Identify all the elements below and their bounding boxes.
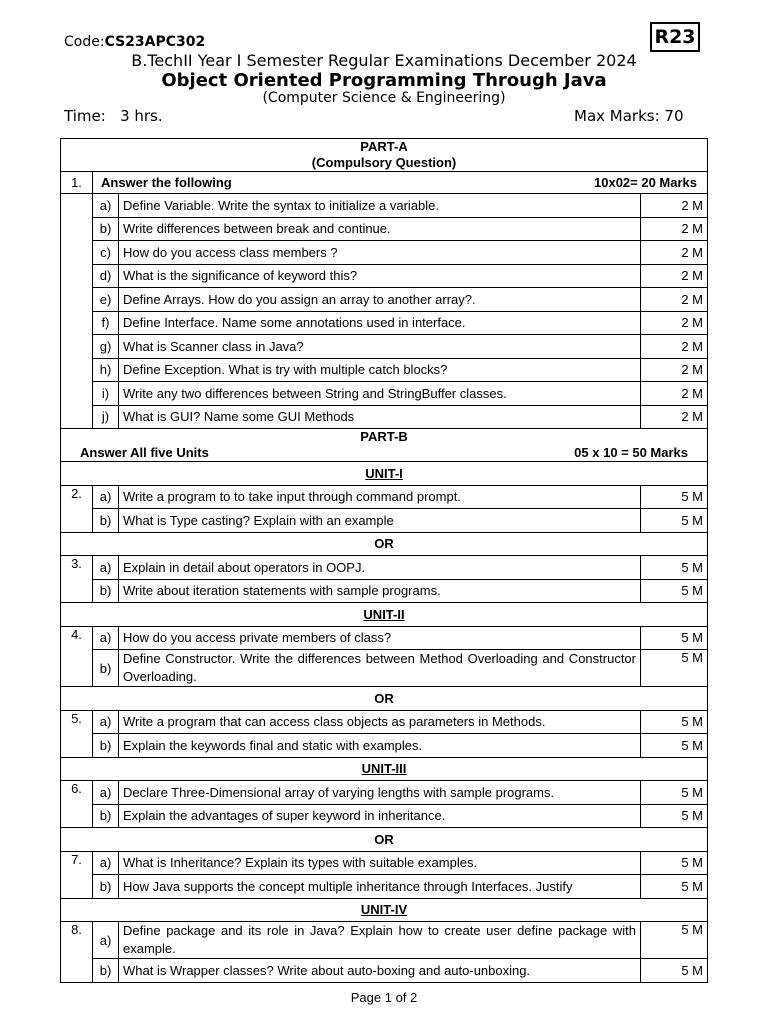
unit-title: UNIT-II: [61, 603, 708, 627]
question-number: 3.: [61, 556, 93, 603]
question-label: a): [93, 710, 119, 734]
question-marks: 2 M: [641, 264, 708, 288]
max-marks: Max Marks: 70: [574, 107, 684, 125]
question-text: Define Exception. What is try with multiple catch blocks?: [119, 358, 641, 382]
question-text: What is Type casting? Explain with an example: [119, 509, 641, 533]
question-text: What is the significance of keyword this?: [119, 264, 641, 288]
question-text: How do you access class members ?: [119, 241, 641, 265]
question-marks: 5 M: [641, 710, 708, 734]
part-a-question-row: [61, 382, 708, 406]
question-label: b): [93, 734, 119, 758]
part-a-question-row: [61, 335, 708, 359]
part-a-question-row: [61, 405, 708, 429]
question-number: 7.: [61, 851, 93, 898]
unit-heading: [61, 603, 708, 627]
question-label: a): [93, 626, 119, 650]
question-label: a): [93, 556, 119, 580]
question-marks: 5 M: [641, 959, 708, 983]
question-text: Define Variable. Write the syntax to initialize a variable.: [119, 194, 641, 218]
part-a-instruction: Answer the following: [101, 175, 232, 190]
question-label: c): [93, 241, 119, 265]
question-marks: 2 M: [641, 241, 708, 265]
part-b-question-row: [61, 851, 708, 875]
or-row: [61, 828, 708, 852]
exam-title: B.TechII Year I Semester Regular Examinations December 2024: [131, 51, 637, 70]
question-text: Define Arrays. How do you assign an array to another array?.: [119, 288, 641, 312]
part-a-question-row: [61, 194, 708, 218]
part-b-header: [61, 429, 708, 462]
part-b-marks-scheme: 05 x 10 = 50 Marks: [574, 445, 689, 460]
question-text: Define Constructor. Write the differences between Method Overloading and Constructor Overloading.: [119, 650, 641, 687]
part-b-question-row: [61, 710, 708, 734]
part-a-instruction-row: [61, 172, 708, 194]
question-label: e): [93, 288, 119, 312]
question-label: a): [93, 922, 119, 959]
part-b-question-row: [61, 922, 708, 959]
question-marks: 2 M: [641, 405, 708, 429]
question-label: f): [93, 311, 119, 335]
paper-code: Code:CS23APC302: [64, 34, 206, 50]
question-marks: 5 M: [641, 804, 708, 828]
question-marks: 2 M: [641, 358, 708, 382]
or-row: [61, 532, 708, 556]
part-b-question-row: [61, 959, 708, 983]
question-label: b): [93, 217, 119, 241]
question-text: Declare Three-Dimensional array of varying lengths with sample programs.: [119, 781, 641, 805]
question-number: 5.: [61, 710, 93, 757]
part-b-question-row: [61, 650, 708, 687]
unit-heading: [61, 898, 708, 922]
part-a-question-row: [61, 217, 708, 241]
part-b-question-row: [61, 485, 708, 509]
question-number: 1.: [61, 172, 93, 194]
page-number: Page 1 of 2: [350, 990, 418, 1005]
question-text: What is Scanner class in Java?: [119, 335, 641, 359]
part-a-header: [61, 139, 708, 172]
part-b-title: PART-B: [360, 429, 408, 444]
question-marks: 2 M: [641, 311, 708, 335]
question-marks: 5 M: [641, 851, 708, 875]
question-marks: 2 M: [641, 382, 708, 406]
question-label: b): [93, 509, 119, 533]
exam-duration: Time: 3 hrs.: [64, 107, 163, 125]
question-text: Write about iteration statements with sample programs.: [119, 579, 641, 603]
question-marks: 5 M: [641, 922, 708, 959]
question-marks: 5 M: [641, 650, 708, 687]
question-marks: 5 M: [641, 509, 708, 533]
question-label: a): [93, 851, 119, 875]
question-label: a): [93, 781, 119, 805]
part-a-question-row: [61, 311, 708, 335]
question-number: 6.: [61, 781, 93, 828]
part-b-question-row: [61, 804, 708, 828]
part-b-question-row: [61, 781, 708, 805]
question-label: g): [93, 335, 119, 359]
question-marks: 2 M: [641, 288, 708, 312]
part-a-subtitle: (Compulsory Question): [311, 155, 457, 170]
unit-heading: [61, 757, 708, 781]
question-marks: 5 M: [641, 579, 708, 603]
question-text: What is GUI? Name some GUI Methods: [119, 405, 641, 429]
part-a-question-row: [61, 288, 708, 312]
question-text: How do you access private members of class?: [119, 626, 641, 650]
question-text: How Java supports the concept multiple inheritance through Interfaces. Justify: [119, 875, 641, 899]
question-text: What is Wrapper classes? Write about auto-boxing and auto-unboxing.: [119, 959, 641, 983]
unit-title: UNIT-IV: [61, 898, 708, 922]
question-label: i): [93, 382, 119, 406]
question-label: b): [93, 959, 119, 983]
question-text: Explain the advantages of super keyword in inheritance.: [119, 804, 641, 828]
question-text: Define package and its role in Java? Explain how to create user define package with example.: [119, 922, 641, 959]
question-text: Write a program that can access class objects as parameters in Methods.: [119, 710, 641, 734]
or-label: OR: [61, 687, 708, 711]
question-label: a): [93, 194, 119, 218]
question-number: 4.: [61, 626, 93, 687]
question-label: d): [93, 264, 119, 288]
subject-title: Object Oriented Programming Through Java: [161, 70, 607, 91]
question-marks: 5 M: [641, 556, 708, 580]
unit-title: UNIT-I: [61, 462, 708, 486]
part-b-question-row: [61, 626, 708, 650]
unit-title: UNIT-III: [61, 757, 708, 781]
or-label: OR: [61, 532, 708, 556]
question-marks: 5 M: [641, 734, 708, 758]
part-b-question-row: [61, 875, 708, 899]
question-label: b): [93, 579, 119, 603]
or-row: [61, 687, 708, 711]
question-marks: 5 M: [641, 781, 708, 805]
part-b-instruction: Answer All five Units: [80, 445, 209, 460]
part-b-question-row: [61, 556, 708, 580]
question-marks: 2 M: [641, 217, 708, 241]
question-text: Write differences between break and continue.: [119, 217, 641, 241]
part-a-marks-scheme: 10x02= 20 Marks: [594, 175, 698, 190]
part-b-question-row: [61, 509, 708, 533]
question-label: b): [93, 650, 119, 687]
question-number: 2.: [61, 485, 93, 532]
question-text: Write a program to to take input through command prompt.: [119, 485, 641, 509]
question-text: Define Interface. Name some annotations used in interface.: [119, 311, 641, 335]
question-marks: 2 M: [641, 335, 708, 359]
question-label: j): [93, 405, 119, 429]
unit-heading: [61, 462, 708, 486]
question-label: b): [93, 804, 119, 828]
question-marks: 5 M: [641, 875, 708, 899]
part-a-question-row: [61, 264, 708, 288]
part-a-question-row: [61, 241, 708, 265]
part-a-question-row: [61, 358, 708, 382]
part-a-title: PART-A: [360, 139, 408, 154]
question-marks: 5 M: [641, 485, 708, 509]
question-label: b): [93, 875, 119, 899]
part-b-question-row: [61, 734, 708, 758]
question-number: 8.: [61, 922, 93, 983]
part-b-question-row: [61, 579, 708, 603]
question-text: Explain in detail about operators in OOPJ.: [119, 556, 641, 580]
regulation-badge: R23: [650, 22, 700, 52]
question-text: What is Inheritance? Explain its types with suitable examples.: [119, 851, 641, 875]
branch-name: (Computer Science & Engineering): [262, 90, 506, 106]
question-label: h): [93, 358, 119, 382]
or-label: OR: [61, 828, 708, 852]
question-text: Explain the keywords final and static with examples.: [119, 734, 641, 758]
question-text: Write any two differences between String and StringBuffer classes.: [119, 382, 641, 406]
question-marks: 5 M: [641, 626, 708, 650]
question-marks: 2 M: [641, 194, 708, 218]
question-label: a): [93, 485, 119, 509]
question-table: [60, 138, 708, 983]
